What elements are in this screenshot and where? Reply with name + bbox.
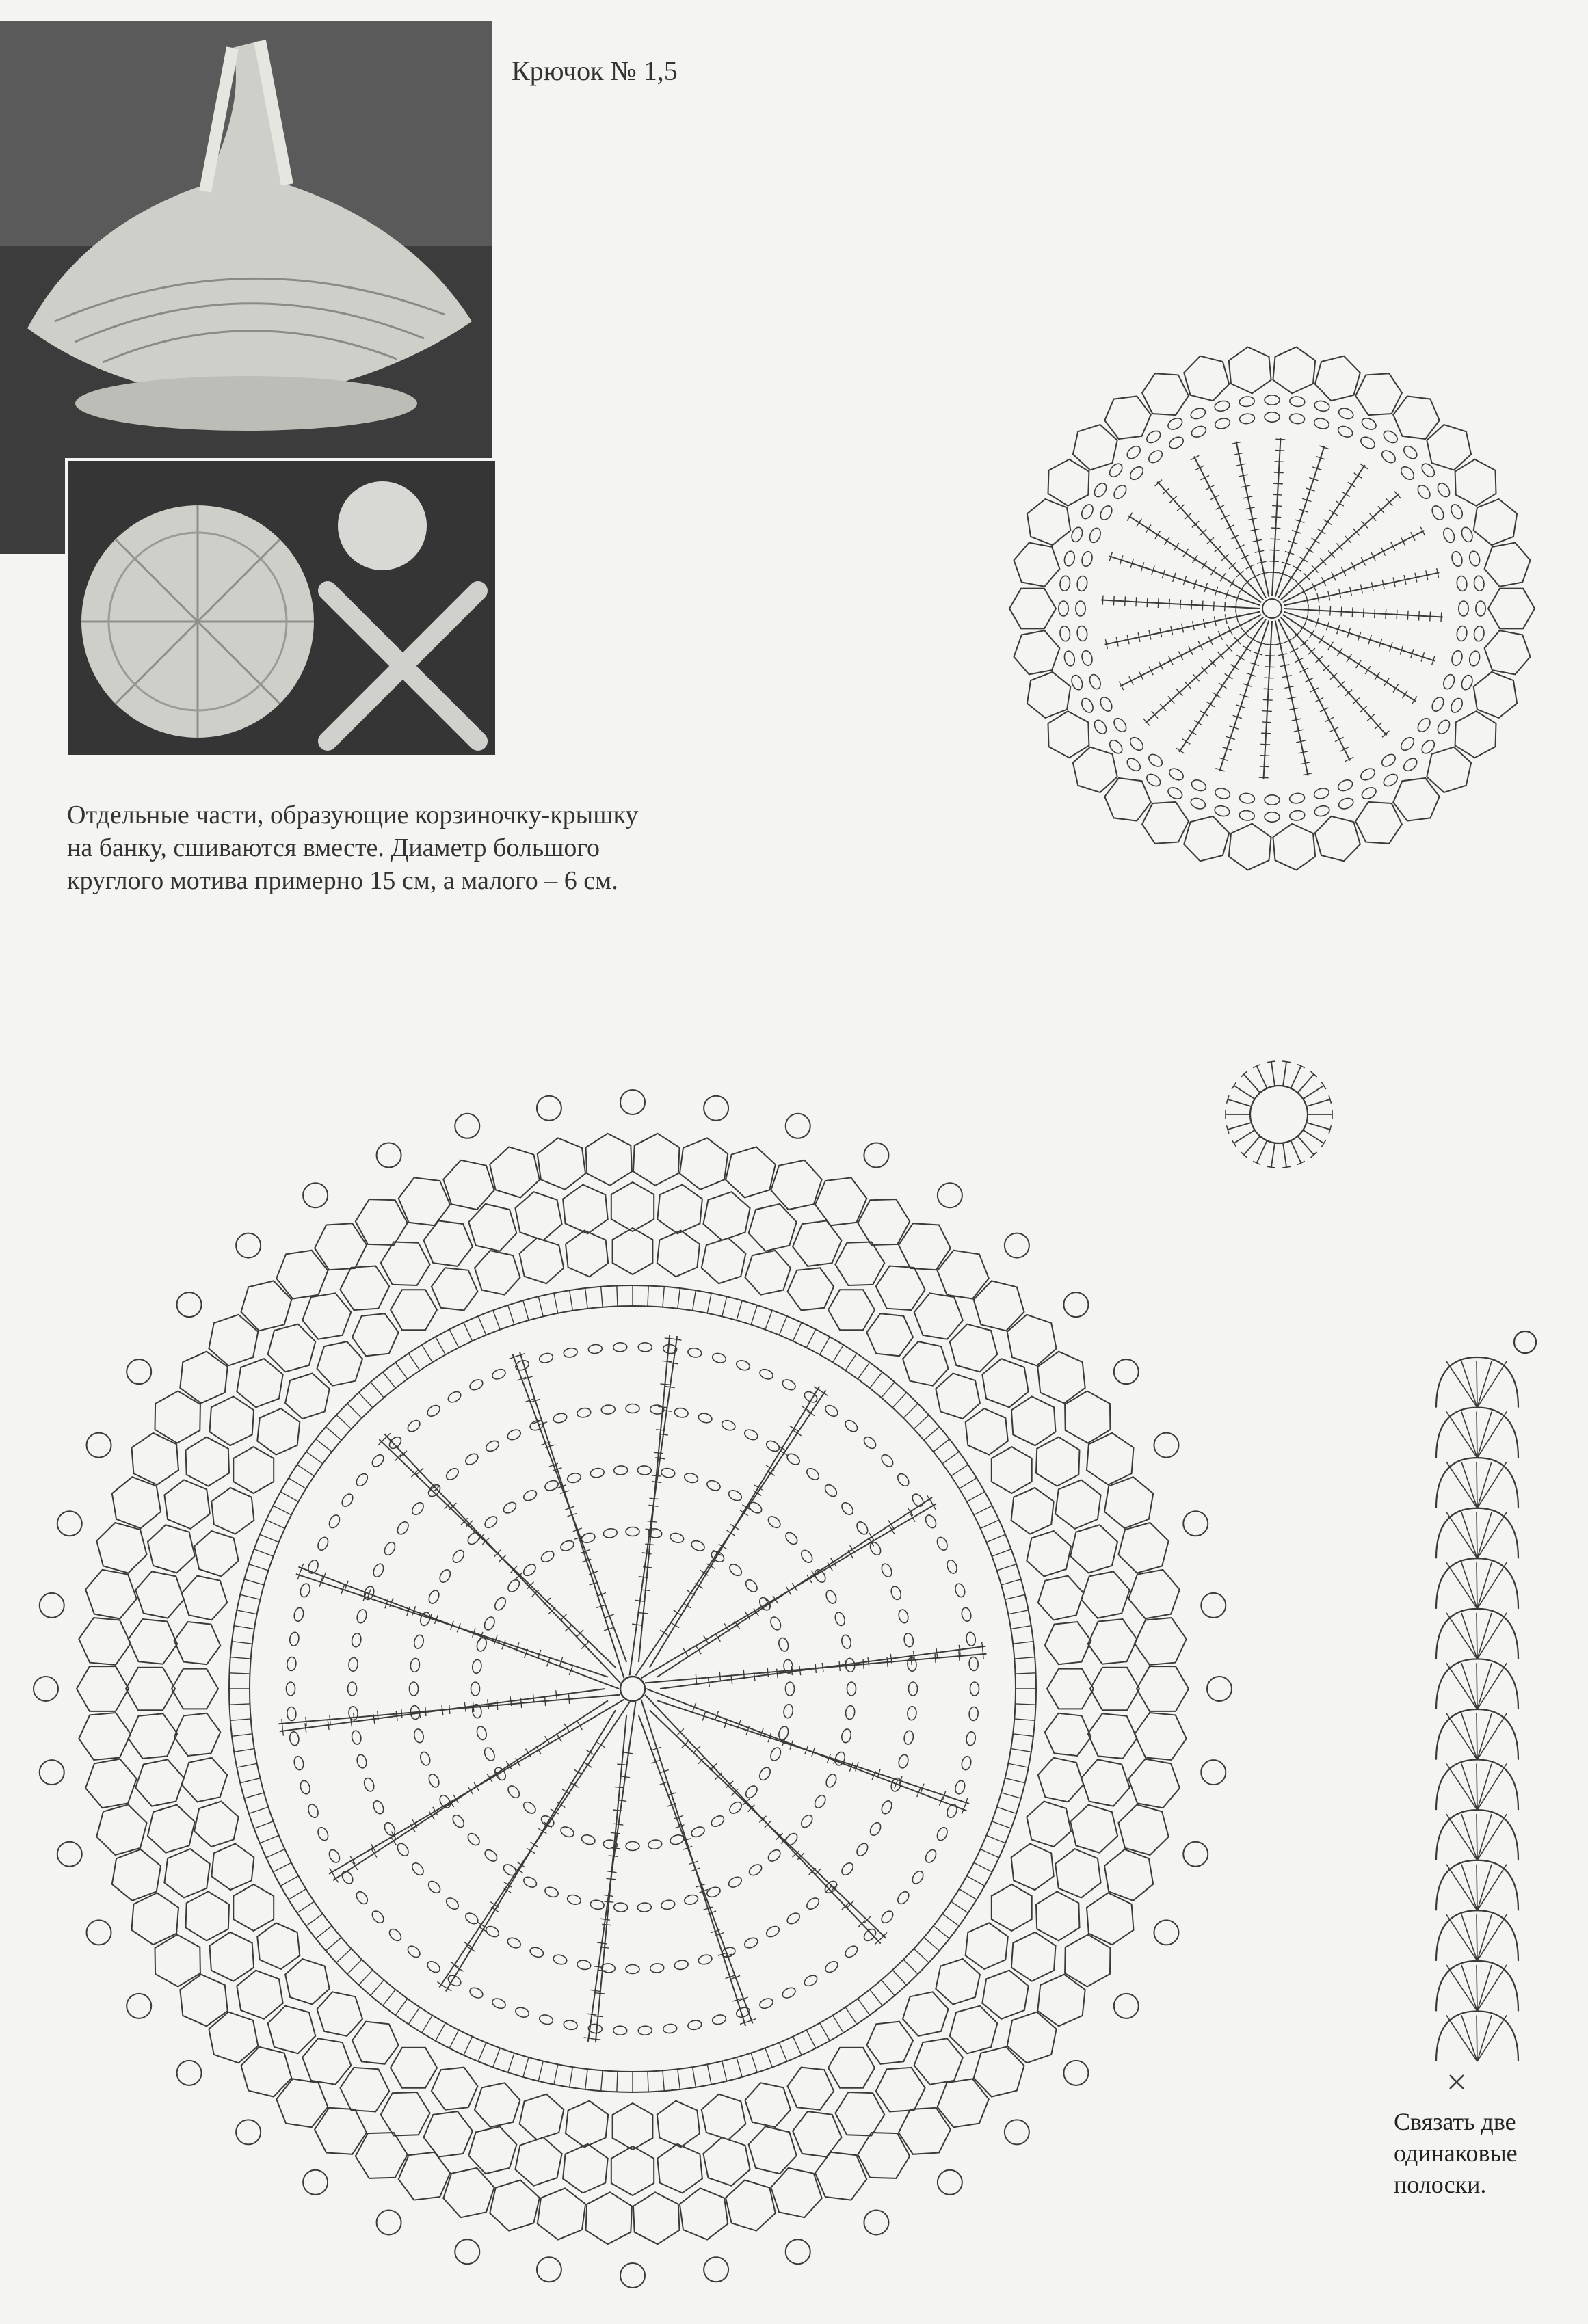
caption-line-3: круглого мотива примерно 15 см, а малого – 6 см. — [67, 866, 618, 895]
description-caption — [67, 799, 819, 897]
big-motif-chart — [14, 1067, 1252, 2311]
caption-line-1: Отдельные части, образующие корзиночку-крышку — [67, 801, 639, 829]
strip-note-line-1: Связать две — [1394, 2108, 1516, 2135]
strip-note-line-3: полоски. — [1394, 2171, 1487, 2198]
small-motif-chart — [992, 328, 1552, 889]
caption-line-2: на банку, сшиваются вместе. Диаметр большого — [67, 833, 600, 862]
big-round-motif-chart-icon — [14, 1067, 1252, 2311]
strip-chart-icon — [1409, 1330, 1546, 2096]
hook-size-label: Крючок № 1,5 — [512, 55, 678, 86]
strip-chart — [1409, 1330, 1546, 2096]
strip-note-line-2: одинаковые — [1394, 2139, 1518, 2167]
strip-instruction — [1394, 2106, 1572, 2200]
crochet-parts-photo-icon — [68, 461, 495, 755]
parts-photo — [65, 458, 498, 758]
small-round-motif-chart-icon — [992, 328, 1552, 889]
